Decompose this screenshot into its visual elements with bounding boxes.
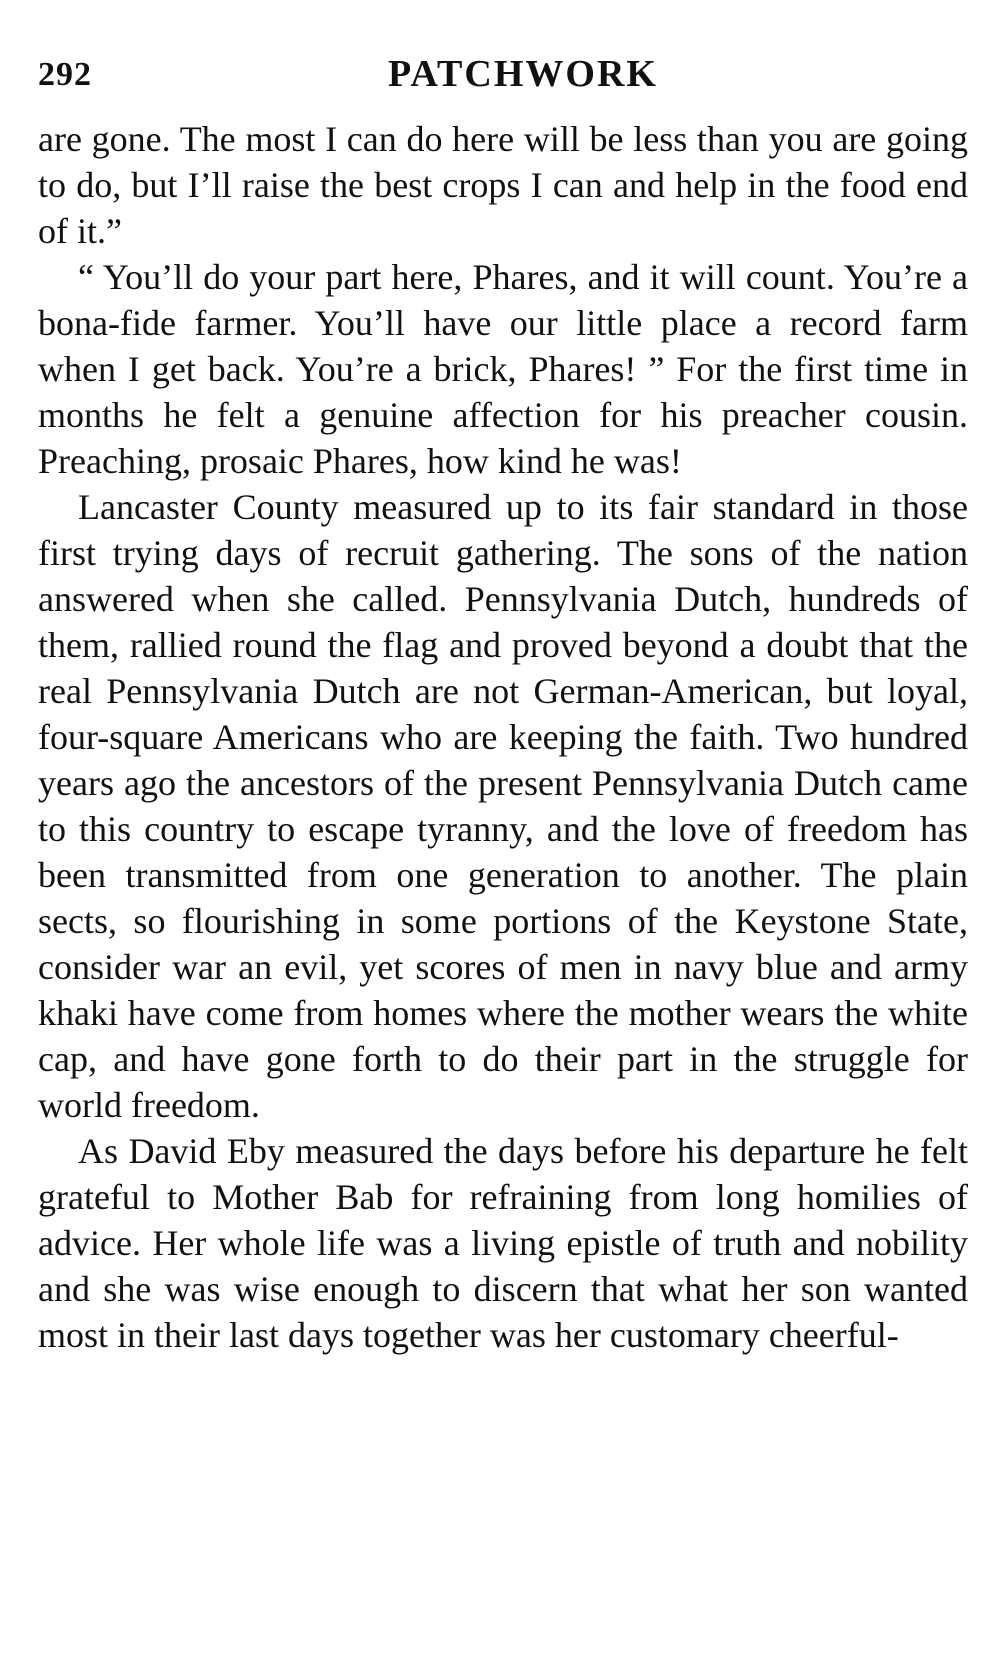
- paragraph-continued: are gone. The most I can do here will be less than you are going to do, but I’ll raise the best crops I can and help in the food end of it.”: [38, 119, 968, 251]
- book-page: [38, 44, 968, 1358]
- running-title: PATCHWORK: [388, 53, 658, 95]
- body-text: [38, 116, 968, 1358]
- paragraph: Lancaster County measured up to its fair standard in those first trying days of recruit gathering. The sons of the nation answered when she called. Pennsylvania Dutch, hundreds of them, rallied round the flag and proved beyond a doubt that the real Pennsylvania Dutch are not German-American, but loyal, four-square Americans who are keeping the faith. Two hundred years ago the ancestors of the present Pennsylvania Dutch came to this country to escape tyranny, and the love of freedom has been transmitted from one generation to another. The plain sects, so flourishing in some portions of the Keystone State, consider war an evil, yet scores of men in navy blue and army khaki have come from homes where the mother wears the white cap, and have gone forth to do their part in the struggle for world freedom.: [38, 487, 968, 1125]
- page-header: [38, 44, 968, 104]
- page-number: 292: [38, 56, 92, 93]
- paragraph: “ You’ll do your part here, Phares, and it will count. You’re a bona-fide farmer. You’ll have our little place a record farm when I get back. You’re a brick, Phares! ” For the first time in months he felt a genuine affection for his preacher cousin. Preaching, prosaic Phares, how kind he was!: [38, 257, 968, 481]
- paragraph: As David Eby measured the days before his departure he felt grateful to Mother Bab for refraining from long homilies of advice. Her whole life was a living epistle of truth and nobility and she was wise enough to discern that what her son wanted most in their last days together was her customary cheerful-: [38, 1131, 968, 1355]
